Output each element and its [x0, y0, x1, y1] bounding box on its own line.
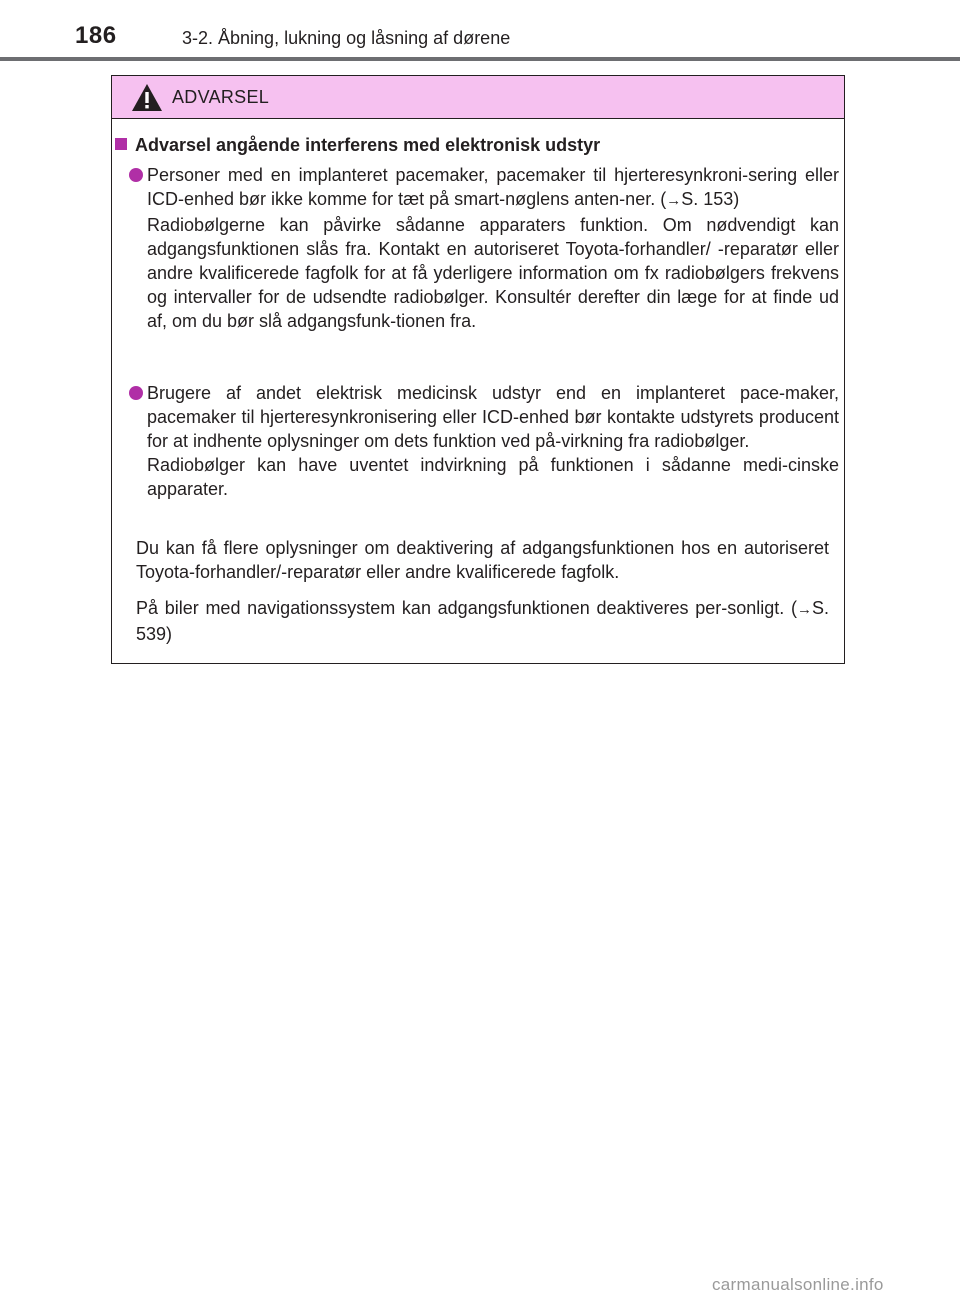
header-divider: [0, 57, 960, 61]
arrow-right-icon: →: [666, 192, 682, 209]
page-reference: S. 153): [681, 189, 740, 209]
round-bullet-icon: [129, 386, 143, 400]
page-number: 186: [75, 22, 117, 49]
page-reference: S. 539): [136, 598, 829, 644]
round-bullet-icon: [129, 168, 143, 182]
warning-subheading: [115, 135, 600, 156]
paragraph-text-part: På biler med navigationssystem kan adgangsfunktionen deaktiveres per-sonligt. (: [136, 598, 797, 618]
info-paragraph: [136, 536, 829, 584]
bullet-paragraph: Radiobølger kan have uventet indvirkning på funktionen i sådanne medi-cinske apparater.: [147, 455, 839, 499]
navigation-paragraph: [136, 596, 829, 646]
footer-watermark: carmanualsonline.info: [712, 1275, 884, 1294]
subheading-text: Advarsel angående interferens med elektronisk udstyr: [135, 135, 601, 155]
bullet-paragraph: Brugere af andet elektrisk medicinsk udstyr end en implanteret pace-maker, pacemaker til hjerteresynkronisering eller ICD-enhed bør kontakte udstyrets producent for at indhente oplysninger om dets funktion ved på-virkning fra radiobølger.: [147, 383, 839, 451]
warning-label: ADVARSEL: [172, 87, 270, 107]
warning-box: [111, 75, 845, 664]
warning-header: [112, 76, 844, 119]
page-header: [0, 0, 960, 60]
arrow-right-icon: →: [796, 601, 812, 618]
bullet-item-medical-equipment: [136, 381, 839, 501]
bullet-paragraph: Radiobølgerne kan påvirke sådanne apparaters funktion. Om nødvendigt kan adgangsfunktionen slås fra. Kontakt en autoriseret Toyota-forhandler/ -reparatør eller andre kvalificerede fagfolk for at få yderligere information om fx radiobølgers frekvens og intervaller for de udsendte radiobølger. Konsultér derefter din læge for at finde ud af, om du bør slå adgangsfunk-tionen fra.: [147, 215, 839, 331]
bullet-text: Personer med en implanteret pacemaker, pacemaker til hjerteresynkroni-sering eller ICD-enhed bør ikke komme for tæt på smart-nøglens anten-ner. (: [147, 165, 839, 209]
square-bullet-icon: [115, 138, 127, 150]
bullet-item-pacemaker: [136, 163, 839, 333]
warning-triangle-icon: [131, 83, 163, 112]
bullet-paragraph: [136, 163, 839, 213]
paragraph-text: Du kan få flere oplysninger om deaktivering af adgangsfunktionen hos en autoriseret Toyota-forhandler/-reparatør eller andre kvalificerede fagfolk.: [136, 538, 829, 582]
section-title: 3-2. Åbning, lukning og låsning af dørene: [182, 28, 511, 48]
paragraph-text: [136, 596, 829, 646]
